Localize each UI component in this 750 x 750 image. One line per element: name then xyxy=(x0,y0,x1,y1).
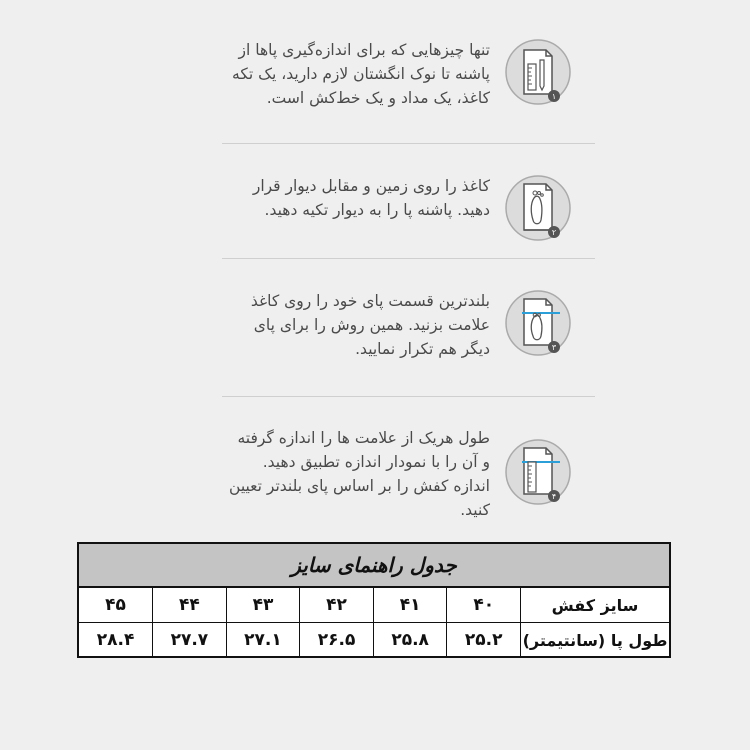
step-4-text: طول هریک از علامت ها را اندازه گرفته و آن را با نمودار اندازه تطبیق دهید. اندازه کفش را بر اساس پای بلندتر تعیین کنید. xyxy=(229,429,490,519)
paper-ruler-pencil-icon xyxy=(504,38,572,106)
measure-mark-icon xyxy=(504,438,572,506)
step-2-text: کاغذ را روی زمین و مقابل دیوار قرار دهید. پاشنه پا را به دیوار تکیه دهید. xyxy=(252,177,490,219)
step-2 xyxy=(222,174,602,274)
step-4 xyxy=(222,426,602,526)
row-label-shoe-size: سایز کفش xyxy=(521,588,670,623)
step-3-number: ۳ xyxy=(551,343,557,352)
divider xyxy=(222,396,595,397)
table-cell: ۴۰ xyxy=(447,588,521,623)
step-1-number: ۱ xyxy=(551,92,557,101)
row-label-foot-length: طول پا (سانتیمتر) xyxy=(521,623,670,658)
table-title: جدول راهنمای سایز xyxy=(79,544,669,588)
table-cell: ۴۱ xyxy=(373,588,447,623)
step-2-number: ۲ xyxy=(551,228,557,237)
table-cell: ۴۳ xyxy=(226,588,300,623)
size-guide-table xyxy=(77,542,671,658)
table-row xyxy=(79,588,669,623)
table-cell: ۲۸.۴ xyxy=(79,623,153,658)
table-cell: ۲۵.۲ xyxy=(447,623,521,658)
divider xyxy=(222,143,595,144)
step-1 xyxy=(222,38,602,138)
table-cell: ۲۵.۸ xyxy=(373,623,447,658)
table-cell: ۴۲ xyxy=(300,588,374,623)
table-cell: ۴۵ xyxy=(79,588,153,623)
step-3 xyxy=(222,289,602,389)
table-cell: ۴۴ xyxy=(153,588,227,623)
step-4-number: ۴ xyxy=(551,492,557,501)
table-cell: ۲۷.۷ xyxy=(153,623,227,658)
divider xyxy=(222,258,595,259)
step-3-text: بلندترین قسمت پای خود را روی کاغذ علامت بزنید. همین روش را برای پای دیگر هم تکرار نمایید. xyxy=(250,292,490,358)
table-cell: ۲۶.۵ xyxy=(300,623,374,658)
foot-marked-paper-icon xyxy=(504,289,572,357)
step-1-text: تنها چیزهایی که برای اندازه‌گیری پاها از پاشنه تا نوک انگشتان لازم دارید، یک تکه کاغذ، یک مداد و یک خط‌کش است. xyxy=(232,41,490,107)
foot-on-paper-icon xyxy=(504,174,572,242)
table-cell: ۲۷.۱ xyxy=(226,623,300,658)
table-row xyxy=(79,623,669,658)
